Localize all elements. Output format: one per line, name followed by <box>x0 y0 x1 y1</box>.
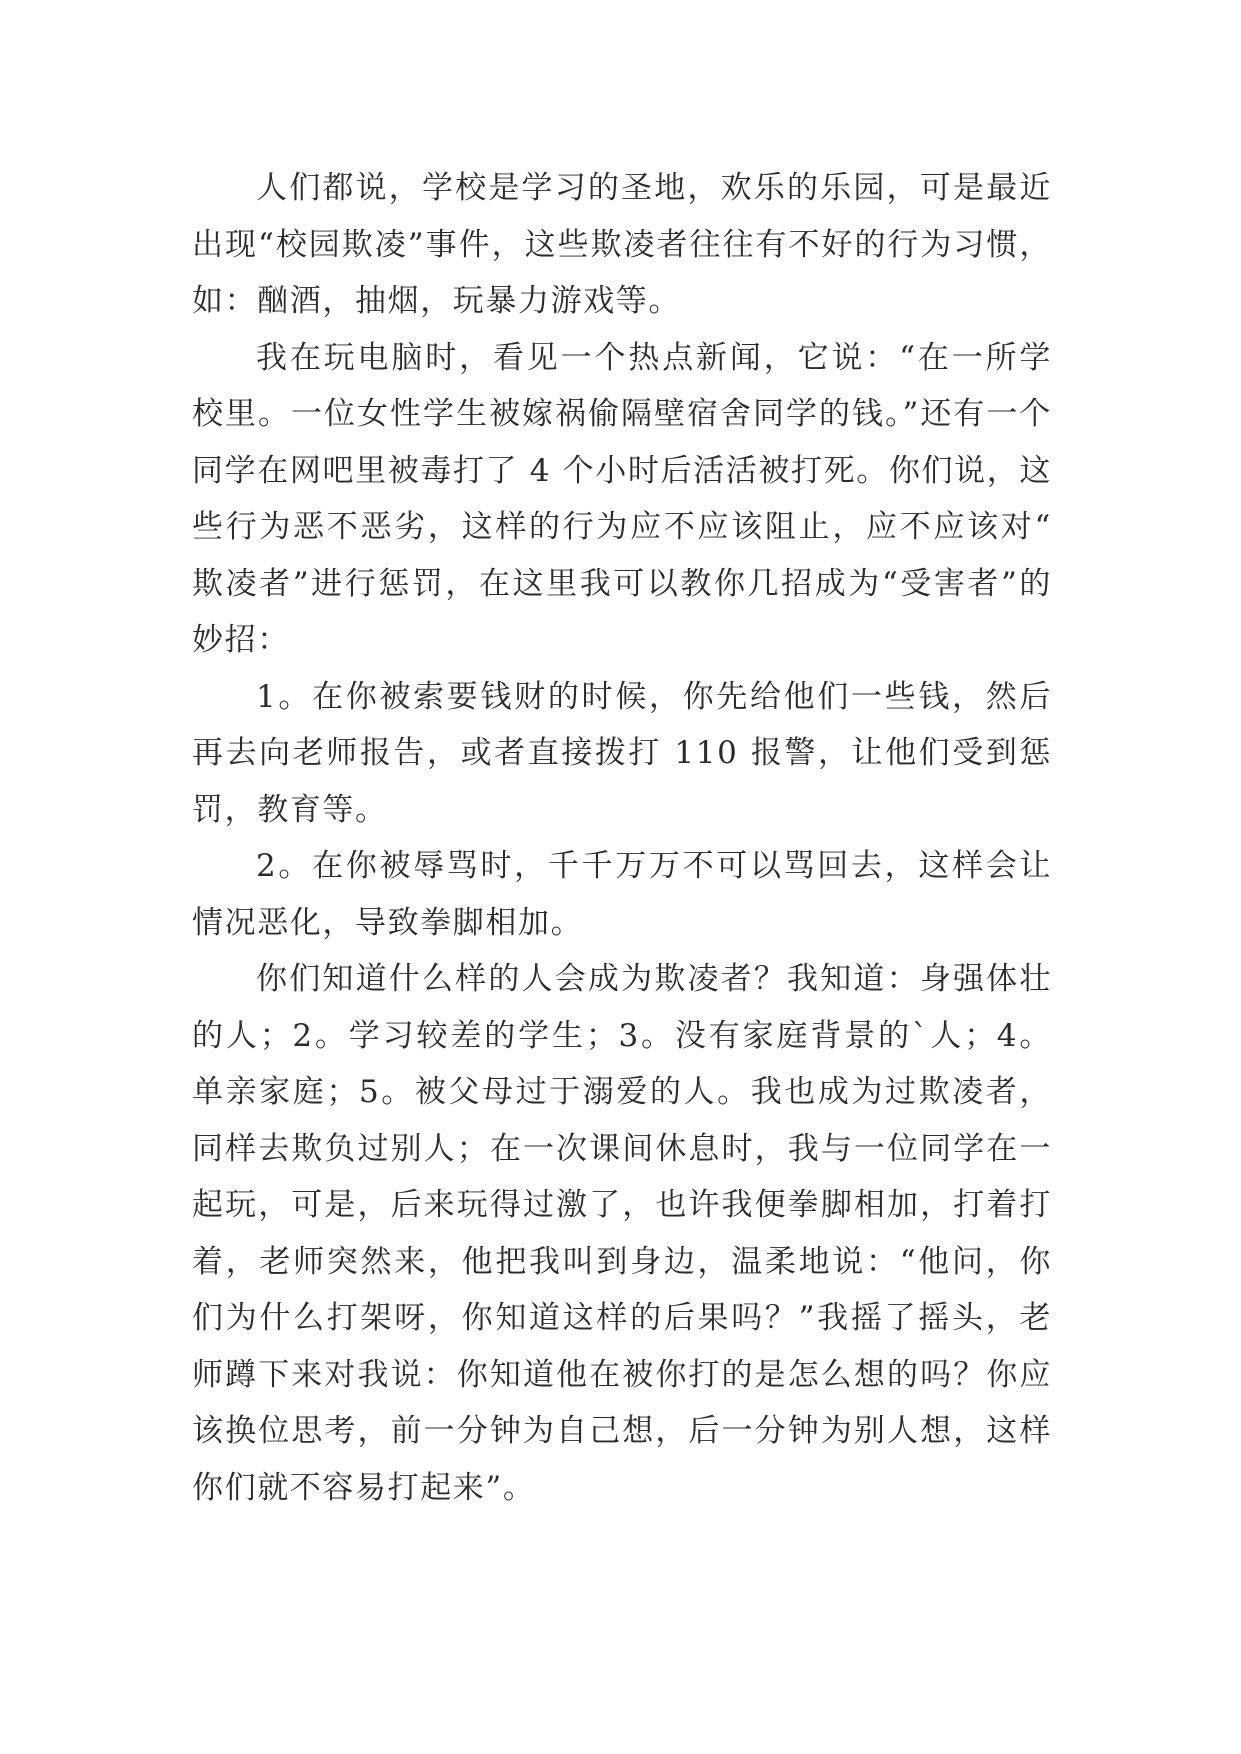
paragraph-tip-1: 1。在你被索要钱财的时候，你先给他们一些钱，然后再去向老师报告，或者直接拨打 110 报警，让他们受到惩罚，教育等。 <box>192 678 1052 828</box>
paragraph-bully-story: 你们知道什么样的人会成为欺凌者？我知道：身强体壮的人；2。学习较差的学生；3。没有家庭背景的`人；4。单亲家庭；5。被父母过于溺爱的人。我也成为过欺凌者，同样去欺负过别人；在一次课间休息时，我与一位同学在一起玩，可是，后来玩得过激了，也许我便拳脚相加，打着打着，老师突然来，他把我叫到身边，温柔地说：“他问，你们为什么打架呀，你知道这样的后果吗？”我摇了摇头，老师蹲下来对我说：你知道他在被你打的是怎么想的吗？你应该换位思考，前一分钟为自己想，后一分钟为别人想，这样你们就不容易打起来”。 <box>192 961 1052 1506</box>
paragraph-intro: 人们都说，学校是学习的圣地，欢乐的乐园，可是最近出现“校园欺凌”事件，这些欺凌者往往有不好的行为习惯，如：酗酒，抽烟，玩暴力游戏等。 <box>192 170 1052 319</box>
paragraph-tip-2: 2。在你被辱骂时，千千万万不可以骂回去，这样会让情况恶化，导致拳脚相加。 <box>192 848 1052 941</box>
document-body <box>192 160 1052 1516</box>
paragraph-news: 我在玩电脑时，看见一个热点新闻，它说：“在一所学校里。一位女性学生被嫁祸偷隔壁宿舍同学的钱。”还有一个同学在网吧里被毒打了 4 个小时后活活被打死。你们说，这些行为恶不恶劣，这样的行为应不应该阻止，应不应该对“欺凌者”进行惩罚，在这里我可以教你几招成为“受害者”的妙招： <box>192 339 1052 658</box>
